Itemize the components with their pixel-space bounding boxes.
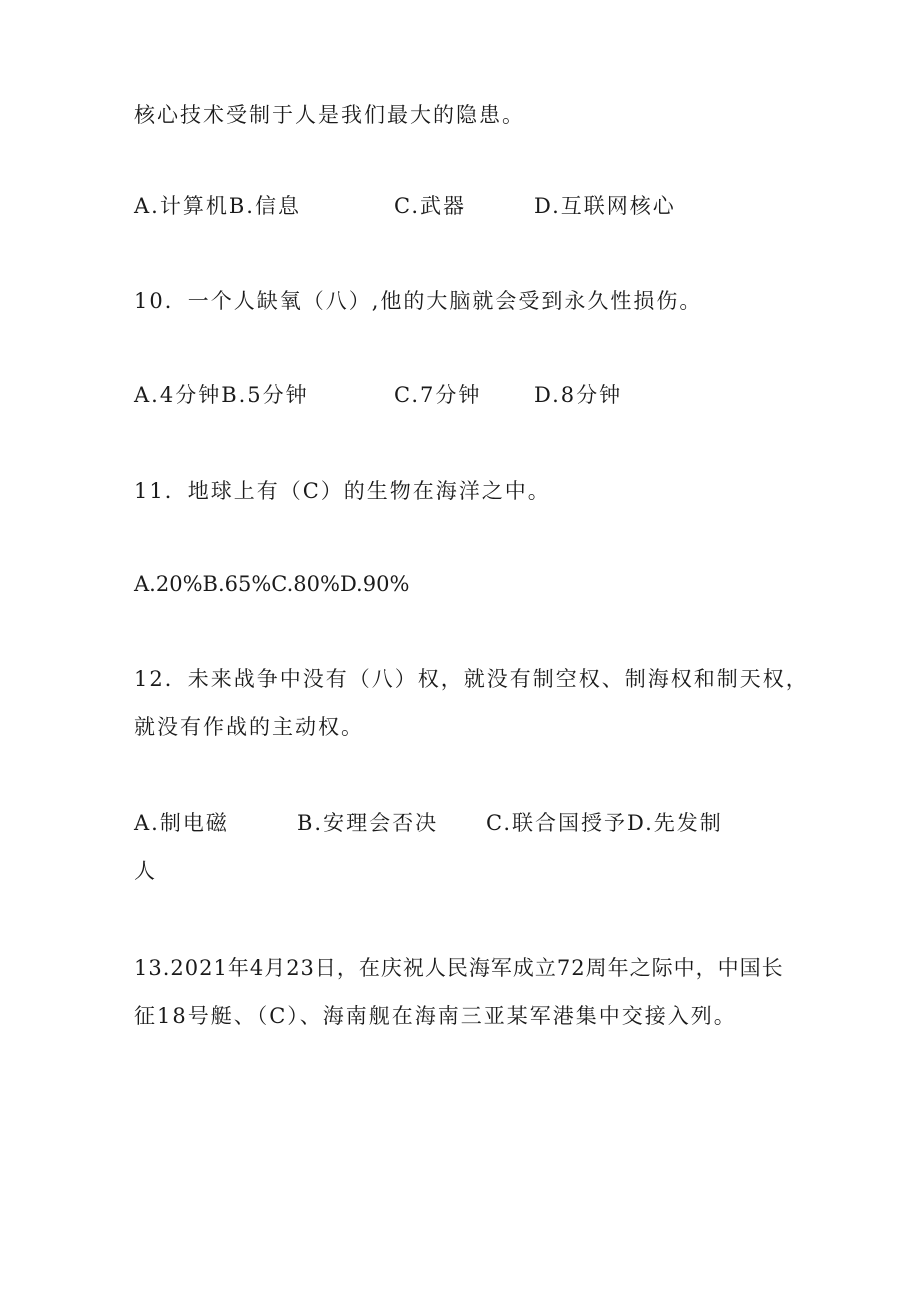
q13-stem-line2: 征18号艇、（C）、海南舰在海南三亚某军港集中交接入列。 xyxy=(134,1004,737,1028)
q11-stem: 11．地球上有（C）的生物在海洋之中。 xyxy=(134,479,551,503)
q13-stem-line1: 13.2021年4月23日，在庆祝人民海军成立72周年之际中，中国长 xyxy=(134,956,784,980)
q12-option-cd: C.联合国授予D.先发制 xyxy=(486,811,723,835)
q10-stem: 10．一个人缺氧（八）,他的大脑就会受到永久性损伤。 xyxy=(134,289,703,313)
q12-option-b: B.安理会否决 xyxy=(297,811,439,835)
q11-options: A.20%B.65%C.80%D.90% xyxy=(134,572,410,596)
q12-stem-line2: 就没有作战的主动权。 xyxy=(134,715,364,739)
q12-option-wrap: 人 xyxy=(134,859,157,883)
q10-option-c: C.7分钟 xyxy=(394,383,482,407)
q9-stem-line: 核心技术受制于人是我们最大的隐患。 xyxy=(134,103,525,127)
q9-option-c: C.武器 xyxy=(394,194,466,218)
q10-option-ab: A.4分钟B.5分钟 xyxy=(134,383,309,407)
q9-option-ab: A.计算机B.信息 xyxy=(134,194,301,218)
q9-option-d: D.互联网核心 xyxy=(534,194,676,218)
q12-stem-line1: 12．未来战争中没有（八）权，就没有制空权、制海权和制天权， xyxy=(134,667,809,691)
q10-option-d: D.8分钟 xyxy=(534,383,623,407)
q12-option-a: A.制电磁 xyxy=(134,811,229,835)
